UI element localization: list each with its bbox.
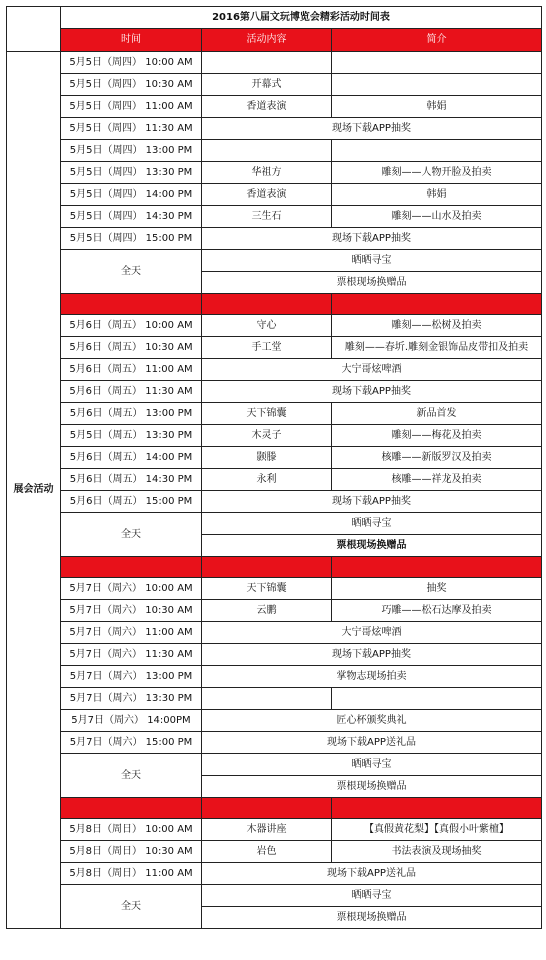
time-cell: 5月7日（周六） 13:30 PM — [61, 688, 202, 710]
content-cell: 华祖方 — [202, 162, 332, 184]
content-cell: 守心 — [202, 315, 332, 337]
allday-item: 票根现场换赠品 — [202, 272, 542, 294]
time-cell: 5月5日（周四） 14:00 PM — [61, 184, 202, 206]
allday-item: 晒晒寻宝 — [202, 250, 542, 272]
table-row — [7, 74, 542, 96]
time-cell: 5月8日（周日） 10:00 AM — [61, 819, 202, 841]
allday-item: 晒晒寻宝 — [202, 754, 542, 776]
header-row — [7, 29, 542, 52]
table-row — [7, 359, 542, 381]
allday-label: 全天 — [61, 513, 202, 557]
time-cell: 5月5日（周四） 11:00 AM — [61, 96, 202, 118]
intro-cell: 抽奖 — [332, 578, 542, 600]
intro-cell: 韩娟 — [332, 96, 542, 118]
allday-item: 晒晒寻宝 — [202, 885, 542, 907]
content-cell: 手工堂 — [202, 337, 332, 359]
day-separator — [7, 294, 542, 315]
content-cell: 天下锦囊 — [202, 403, 332, 425]
table-row — [7, 381, 542, 403]
merged-cell: 现场下载APP送礼品 — [202, 732, 542, 754]
time-cell: 5月7日（周六） 11:00 AM — [61, 622, 202, 644]
merged-cell: 匠心杯颁奖典礼 — [202, 710, 542, 732]
allday-item: 票根现场换赠品 — [202, 776, 542, 798]
allday-item: 票根现场换赠品 — [202, 535, 542, 557]
table-row — [7, 315, 542, 337]
time-cell: 5月5日（周四） 11:30 AM — [61, 118, 202, 140]
table-row — [7, 118, 542, 140]
time-cell: 5月6日（周五） 15:00 PM — [61, 491, 202, 513]
time-cell: 5月8日（周日） 10:30 AM — [61, 841, 202, 863]
table-row — [7, 732, 542, 754]
header-intro: 简介 — [332, 29, 542, 52]
table-row — [7, 513, 542, 535]
allday-label: 全天 — [61, 250, 202, 294]
content-cell: 香道表演 — [202, 184, 332, 206]
schedule-table — [6, 6, 542, 929]
content-cell — [202, 688, 332, 710]
time-cell: 5月6日（周五） 13:00 PM — [61, 403, 202, 425]
table-row — [7, 52, 542, 74]
intro-cell: 雕刻——人物开脸及拍卖 — [332, 162, 542, 184]
table-row — [7, 140, 542, 162]
merged-cell: 现场下载APP抽奖 — [202, 491, 542, 513]
table-row — [7, 885, 542, 907]
allday-item: 票根现场换赠品 — [202, 907, 542, 929]
merged-cell: 现场下载APP抽奖 — [202, 228, 542, 250]
content-cell — [202, 52, 332, 74]
intro-cell — [332, 688, 542, 710]
allday-label: 全天 — [61, 754, 202, 798]
content-cell: 云鹏 — [202, 600, 332, 622]
intro-cell: 雕刻——松树及拍卖 — [332, 315, 542, 337]
table-row — [7, 841, 542, 863]
header-time: 时间 — [61, 29, 202, 52]
table-row — [7, 250, 542, 272]
time-cell: 5月7日（周六） 14:00PM — [61, 710, 202, 732]
table-row — [7, 206, 542, 228]
merged-cell: 大宁哥炫啤酒 — [202, 622, 542, 644]
intro-cell: 巧雕——松石达摩及拍卖 — [332, 600, 542, 622]
table-title: 2016第八届文玩博览会精彩活动时间表 — [61, 7, 542, 29]
merged-cell: 现场下载APP抽奖 — [202, 118, 542, 140]
time-cell: 5月6日（周五） 10:30 AM — [61, 337, 202, 359]
time-cell: 5月5日（周四） 14:30 PM — [61, 206, 202, 228]
day-separator — [7, 798, 542, 819]
table-row — [7, 863, 542, 885]
merged-cell: 现场下载APP抽奖 — [202, 381, 542, 403]
content-cell: 木器讲座 — [202, 819, 332, 841]
table-row — [7, 754, 542, 776]
table-row — [7, 184, 542, 206]
time-cell: 5月5日（周四） 10:30 AM — [61, 74, 202, 96]
time-cell: 5月7日（周六） 11:30 AM — [61, 644, 202, 666]
content-cell: 木灵子 — [202, 425, 332, 447]
intro-cell: 【真假黄花梨】【真假小叶紫檀】 — [332, 819, 542, 841]
intro-cell: 核雕——祥龙及拍卖 — [332, 469, 542, 491]
table-row — [7, 447, 542, 469]
time-cell: 5月7日（周六） 13:00 PM — [61, 666, 202, 688]
content-cell: 岩色 — [202, 841, 332, 863]
side-label: 展会活动 — [7, 52, 61, 929]
table-row — [7, 403, 542, 425]
table-row — [7, 491, 542, 513]
table-row — [7, 162, 542, 184]
intro-cell — [332, 140, 542, 162]
header-content: 活动内容 — [202, 29, 332, 52]
merged-cell: 现场下载APP抽奖 — [202, 644, 542, 666]
table-row — [7, 425, 542, 447]
time-cell: 5月5日（周五） 13:30 PM — [61, 425, 202, 447]
table-row — [7, 644, 542, 666]
content-cell: 三生石 — [202, 206, 332, 228]
table-row — [7, 96, 542, 118]
time-cell: 5月6日（周五） 11:00 AM — [61, 359, 202, 381]
schedule-sheet — [6, 6, 542, 929]
time-cell: 5月7日（周六） 10:30 AM — [61, 600, 202, 622]
intro-cell: 书法表演及现场抽奖 — [332, 841, 542, 863]
content-cell: 颢滕 — [202, 447, 332, 469]
content-cell: 天下锦囊 — [202, 578, 332, 600]
table-row — [7, 710, 542, 732]
intro-cell — [332, 74, 542, 96]
table-row — [7, 337, 542, 359]
time-cell: 5月5日（周四） 13:00 PM — [61, 140, 202, 162]
content-cell — [202, 140, 332, 162]
table-row — [7, 688, 542, 710]
intro-cell: 雕刻——山水及拍卖 — [332, 206, 542, 228]
day-separator — [7, 557, 542, 578]
intro-cell: 韩娟 — [332, 184, 542, 206]
table-row — [7, 622, 542, 644]
time-cell: 5月6日（周五） 11:30 AM — [61, 381, 202, 403]
time-cell: 5月5日（周四） 10:00 AM — [61, 52, 202, 74]
intro-cell: 雕刻——春圻.雕刻金银饰品皮带扣及拍卖 — [332, 337, 542, 359]
corner-cell — [7, 7, 61, 52]
table-row — [7, 228, 542, 250]
table-row — [7, 578, 542, 600]
content-cell: 开幕式 — [202, 74, 332, 96]
intro-cell: 雕刻——梅花及拍卖 — [332, 425, 542, 447]
intro-cell: 核雕——新版罗汉及拍卖 — [332, 447, 542, 469]
time-cell: 5月6日（周五） 14:30 PM — [61, 469, 202, 491]
table-row — [7, 600, 542, 622]
time-cell: 5月7日（周六） 10:00 AM — [61, 578, 202, 600]
intro-cell: 新品首发 — [332, 403, 542, 425]
time-cell: 5月6日（周五） 10:00 AM — [61, 315, 202, 337]
time-cell: 5月5日（周四） 13:30 PM — [61, 162, 202, 184]
allday-label: 全天 — [61, 885, 202, 929]
merged-cell: 掌物志现场拍卖 — [202, 666, 542, 688]
content-cell: 永利 — [202, 469, 332, 491]
content-cell: 香道表演 — [202, 96, 332, 118]
merged-cell: 现场下载APP送礼品 — [202, 863, 542, 885]
time-cell: 5月8日（周日） 11:00 AM — [61, 863, 202, 885]
time-cell: 5月5日（周四） 15:00 PM — [61, 228, 202, 250]
time-cell: 5月7日（周六） 15:00 PM — [61, 732, 202, 754]
table-row — [7, 819, 542, 841]
time-cell: 5月6日（周五） 14:00 PM — [61, 447, 202, 469]
allday-item: 晒晒寻宝 — [202, 513, 542, 535]
intro-cell — [332, 52, 542, 74]
table-row — [7, 666, 542, 688]
table-row — [7, 469, 542, 491]
merged-cell: 大宁哥炫啤酒 — [202, 359, 542, 381]
